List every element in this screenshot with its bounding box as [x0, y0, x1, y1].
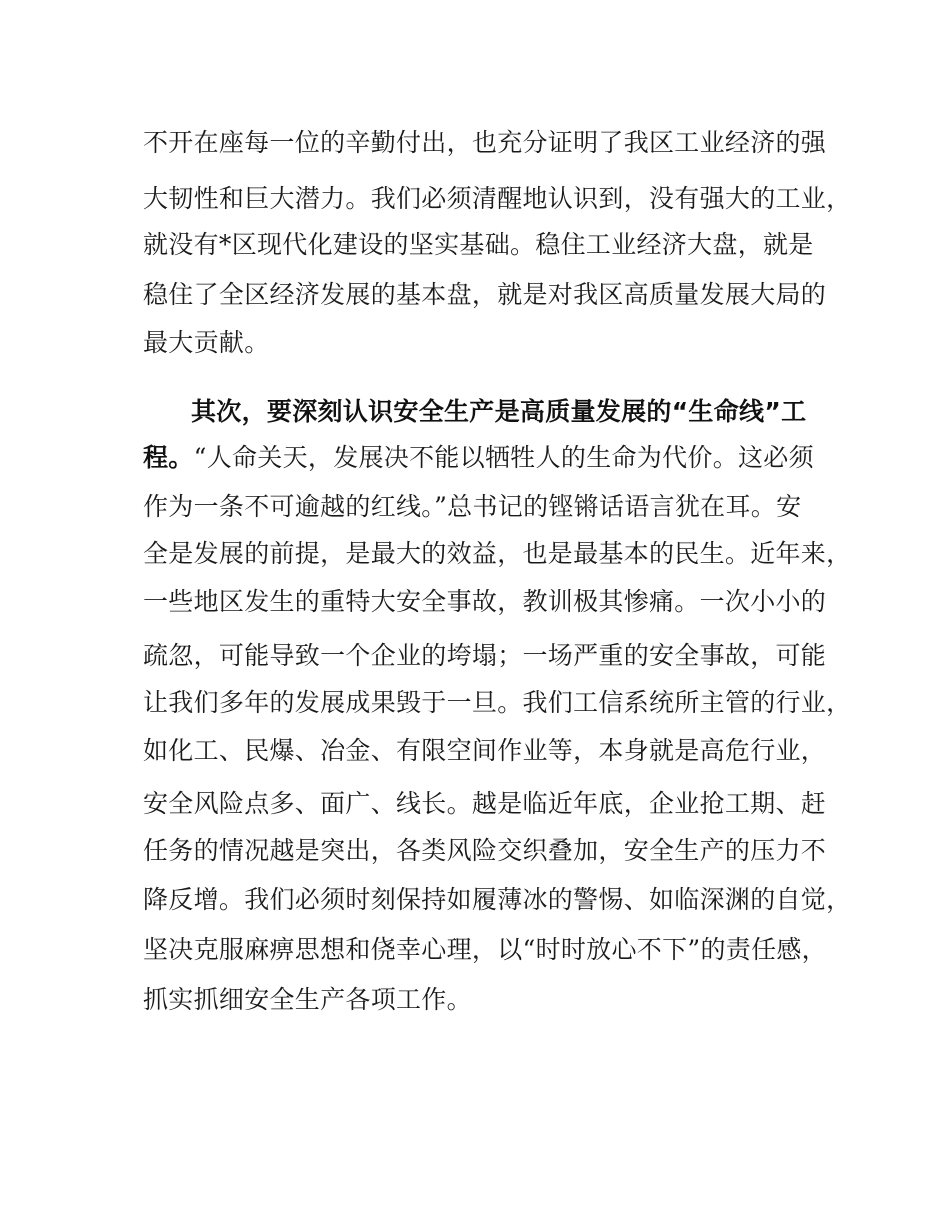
text-line: 坚决克服麻痹思想和侥幸心理，以“时时放心不下”的责任感， [143, 935, 827, 964]
text-line: 安全风险点多、面广、线长。越是临近年底，企业抢工期、赶 [143, 789, 827, 818]
text-line: 最大贡献。 [143, 328, 270, 357]
text-line: 降反增。我们必须时刻保持如履薄冰的警惕、如临深渊的自觉， [143, 885, 852, 914]
text-line: 全是发展的前提，是最大的效益，也是最基本的民生。近年来， [143, 539, 852, 568]
text-line: 就没有*区现代化建设的坚实基础。稳住工业经济大盘，就是 [143, 230, 814, 259]
text-line: 如化工、民爆、冶金、有限空间作业等，本身就是高危行业， [143, 736, 827, 765]
text-line: 稳住了全区经济发展的基本盘，就是对我区高质量发展大局的 [143, 280, 827, 309]
text-line: 任务的情况越是突出，各类风险交织叠加，安全生产的压力不 [143, 836, 827, 865]
text-line [143, 439, 814, 477]
text-line: 疏忽，可能导致一个企业的垮塌；一场严重的安全事故，可能 [143, 641, 827, 670]
text-line: 大韧性和巨大潜力。我们必须清醒地认识到，没有强大的工业， [143, 184, 852, 213]
section-heading-end: 程。 [143, 443, 194, 472]
text-line: 一些地区发生的重特大安全事故，教训极其惨痛。一次小小的 [143, 587, 827, 616]
text-line: 作为一条不可逾越的红线。”总书记的铿锵话语言犹在耳。安 [143, 492, 802, 521]
text-line: 抓实抓细安全生产各项工作。 [143, 985, 472, 1014]
text-line: 不开在座每一位的辛勤付出，也充分证明了我区工业经济的强 [143, 128, 827, 157]
quote-text: “人命关天，发展决不能以牺牲人的生命为代价。这必须 [193, 443, 814, 472]
text-line: 让我们多年的发展成果毁于一旦。我们工信系统所主管的行业， [143, 688, 852, 717]
section-heading: 其次，要深刻认识安全生产是高质量发展的“生命线”工 [191, 397, 807, 426]
